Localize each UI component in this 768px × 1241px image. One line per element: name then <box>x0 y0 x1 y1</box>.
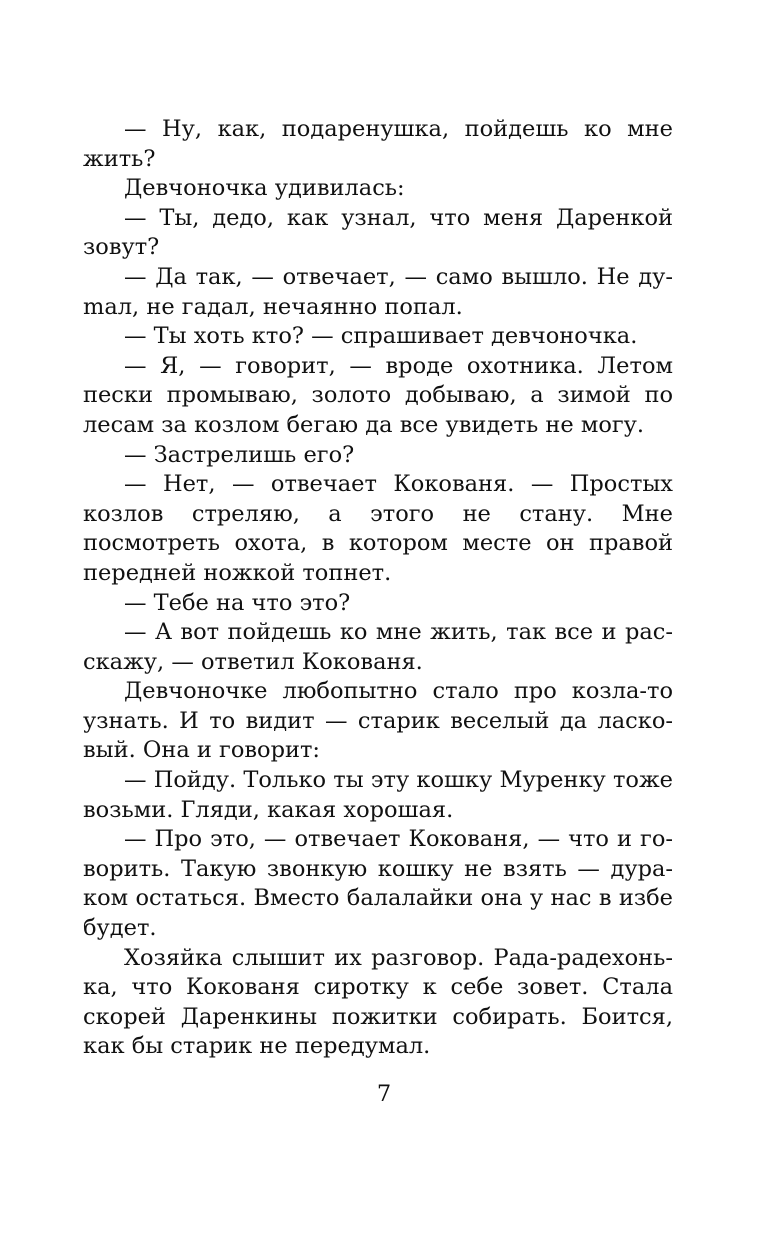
paragraph: — Ну, как, подаренушка, пойдешь ко мне жить? <box>83 116 673 172</box>
paragraph: — Я, — говорит, — вроде охотника. Летом пески промываю, золото добываю, а зимой по лесам за козлом бегаю да все увидеть не могу. <box>83 352 673 438</box>
paragraph: — Ты, дедо, как узнал, что меня Даренкой зовут? <box>83 204 673 261</box>
page-number: 7 <box>376 1081 392 1107</box>
paragraph: — Тебе на что это? <box>124 589 351 616</box>
paragraph: — Да так, — отвечает, — само вышло. Не дуmал, не гадал, нечаянно попал. <box>83 263 673 320</box>
paragraph: — Нет, — отвечает Кокованя. — Простых козлов стреляю, а этого не стану. Мне посмотреть охота, в котором месте он правой передней ножкой топнет. <box>83 471 673 586</box>
paragraph: — Ты хоть кто? — спрашивает девчоночка. <box>124 323 638 350</box>
paragraph: — А вот пойдешь ко мне жить, так все и расскажу, — ответил Кокованя. <box>83 619 673 675</box>
paragraph: — Пойду. Только ты эту кошку Муренку тоже возьми. Гляди, какая хорошая. <box>83 767 673 823</box>
paragraph: Девчоночка удивилась: <box>124 175 405 202</box>
paragraph: Девчоночке любопытно стало про козла-то узнать. И то видит — старик веселый да ласковый. Она и говорит: <box>83 678 673 764</box>
paragraph: Хозяйка слышит их разговор. Рада-радехонька, что Кокованя сиротку к себе зовет. Стала скорей Даренкины пожитки собирать. Боится, как бы старик не передумал. <box>83 944 673 1060</box>
paragraph: — Про это, — отвечает Кокованя, — что и говорить. Такую звонкую кошку не взять — дураком остаться. Вместо балалайки она у нас в избе будет. <box>83 826 673 942</box>
page-body <box>83 115 673 1062</box>
paragraph: — Застрелишь его? <box>124 441 355 468</box>
